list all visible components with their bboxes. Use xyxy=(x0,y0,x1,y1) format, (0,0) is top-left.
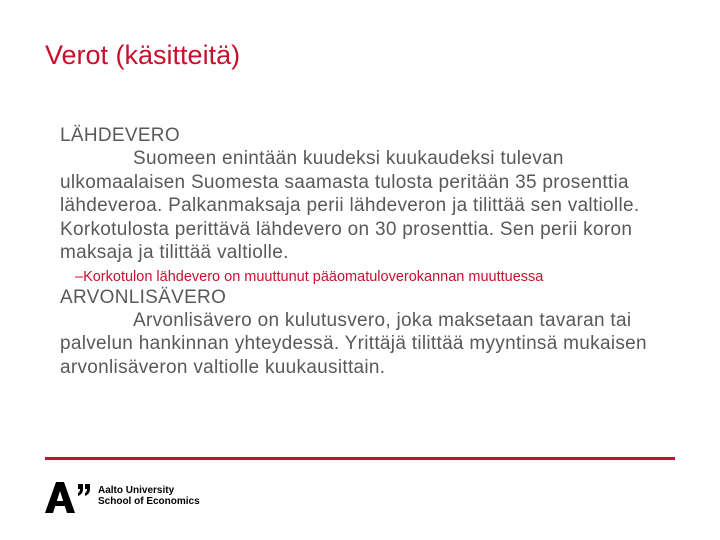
section-body-lahdevero: Suomeen enintään kuudeksi kuukaudeksi tulevan ulkomaalaisen Suomesta saamasta tulosta peritään 35 prosenttia lähdeveroa. Palkanmaksaja perii lähdeveron ja tilittää sen valtiolle. Korkotulosta perittävä lähdevero on 30 prosenttia. Sen perii koron maksaja ja tilittää valtiolle. xyxy=(60,148,640,263)
slide-title: Verot (käsitteitä) xyxy=(45,40,241,70)
section-body-arvonlisavero: Arvonlisävero on kulutusvero, joka maksetaan tavaran tai palvelun hankinnan yhteydessä. Yrittäjä tilittää myyntinsä mukaisen arvonlisäveron valtiolle kuukausittain. xyxy=(60,309,647,378)
logo-school-name: School of Economics xyxy=(98,496,200,507)
logo-university-name: Aalto University xyxy=(98,485,175,496)
section-note-korkotulo: –Korkotulon lähdevero on muuttunut pääomatuloverokannan muuttuessa xyxy=(75,268,544,285)
aalto-a-icon xyxy=(45,482,93,514)
slide-content xyxy=(60,125,680,379)
section-heading-arvonlisavero: ARVONLISÄVERO xyxy=(60,286,227,308)
section-heading-lahdevero: LÄHDEVERO xyxy=(60,125,180,146)
footer-divider xyxy=(45,457,675,460)
